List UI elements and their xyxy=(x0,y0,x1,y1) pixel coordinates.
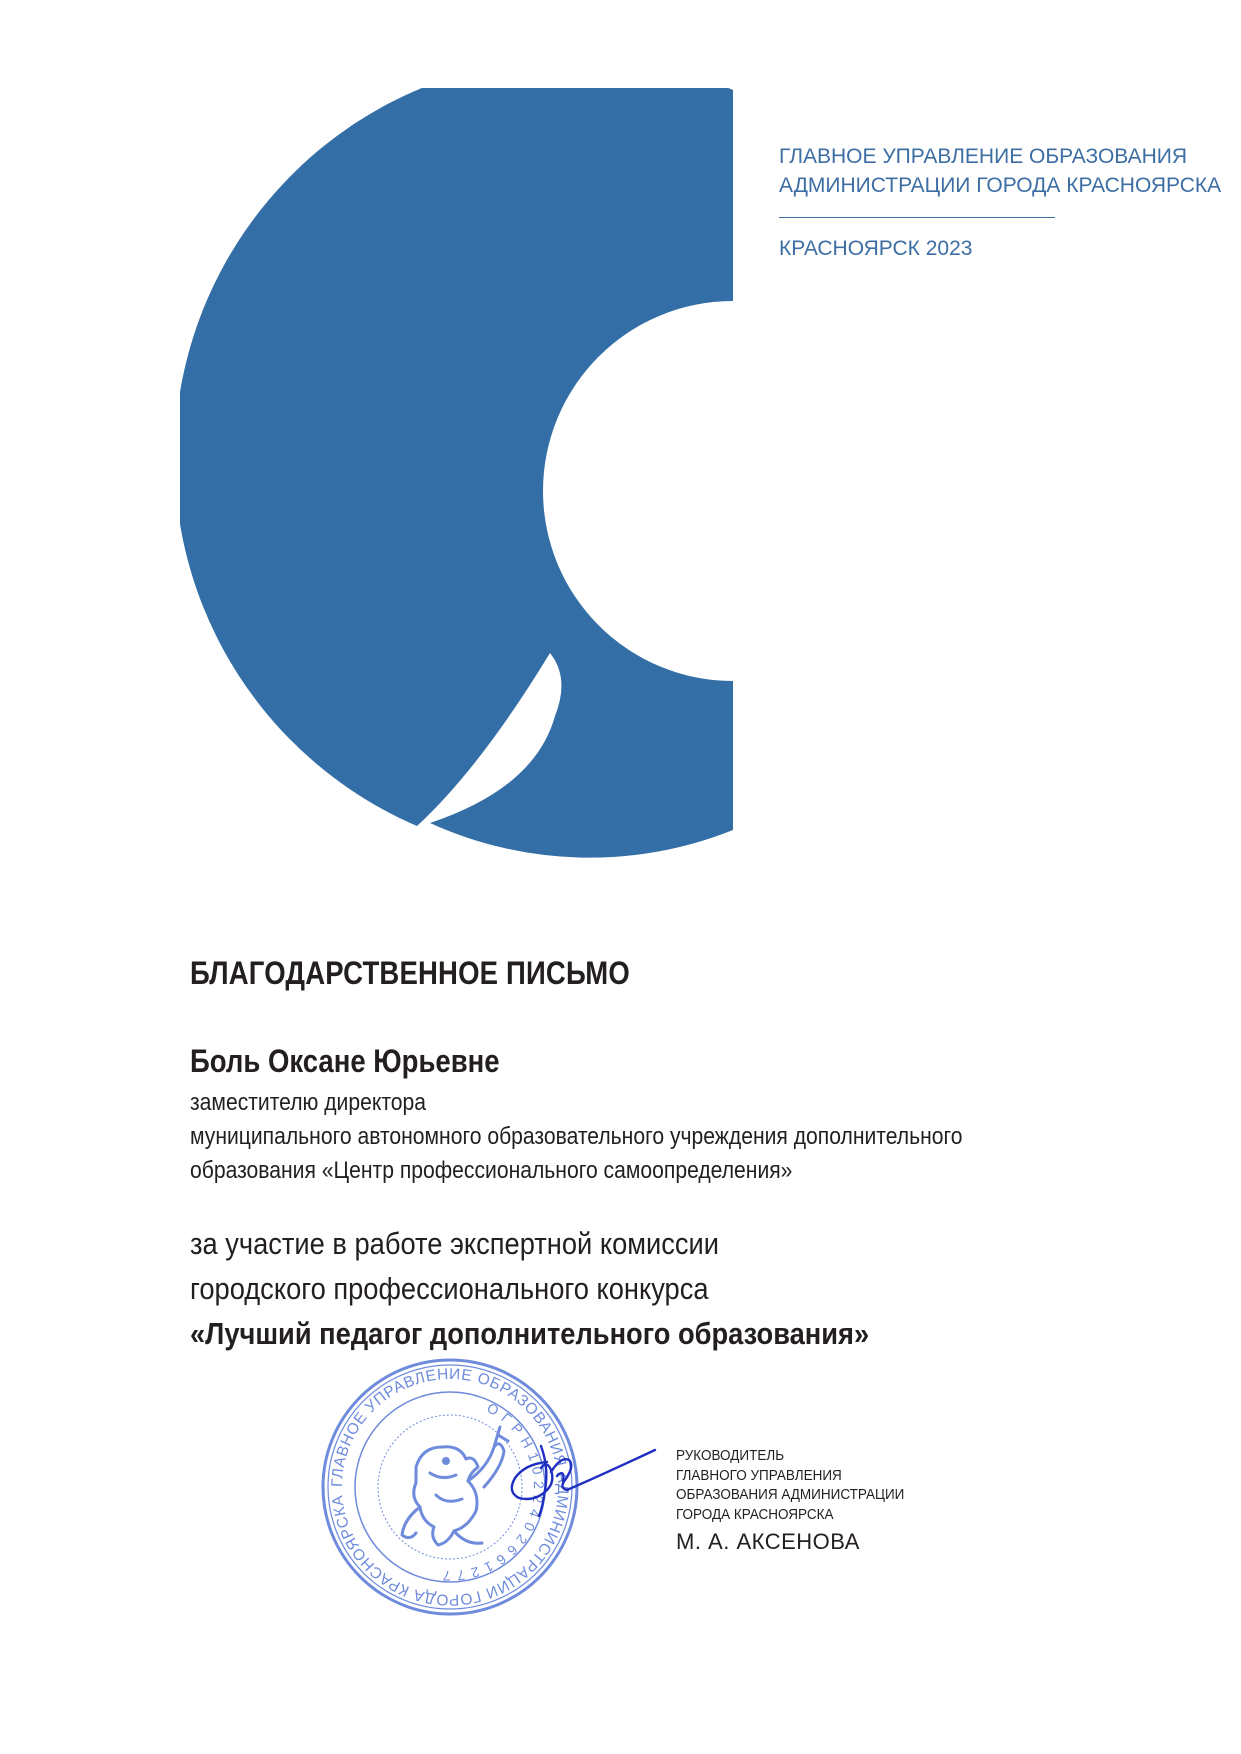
document-title: БЛАГОДАРСТВЕННОЕ ПИСЬМО xyxy=(190,955,630,991)
recipient-position: заместителю директора xyxy=(190,1089,427,1116)
recipient-organization-line-1: муниципального автономного образовательного учреждения дополнительного xyxy=(190,1123,963,1150)
recipient-info xyxy=(190,1086,1190,1188)
gratitude-reason xyxy=(190,1221,1190,1356)
signatory-name: М. А. АКСЕНОВА xyxy=(676,1529,860,1554)
header-divider xyxy=(779,217,1055,218)
org-name-line-1: ГЛАВНОЕ УПРАВЛЕНИЕ ОБРАЗОВАНИЯ xyxy=(779,145,1188,168)
handwritten-signature xyxy=(505,1438,660,1520)
logo-open-circle-icon xyxy=(180,88,740,888)
organization-header xyxy=(779,142,1222,263)
seal-inner-text: О Г Р Н 1 0 2 2 4 0 2 6 6 1 2 7 7 xyxy=(441,1399,548,1585)
org-name-line-2: АДМИНИСТРАЦИИ ГОРОДА КРАСНОЯРСКА xyxy=(779,174,1222,197)
signatory-title-line-4: ГОРОДА КРАСНОЯРСКА xyxy=(676,1505,834,1523)
signatory-title-line-2: ГЛАВНОГО УПРАВЛЕНИЯ xyxy=(676,1466,842,1484)
city-year: КРАСНОЯРСК 2023 xyxy=(779,237,973,260)
signatory-title-line-1: РУКОВОДИТЕЛЬ xyxy=(676,1447,785,1464)
lion-coat-of-arms-icon xyxy=(402,1427,508,1545)
contest-name: «Лучший педагог дополнительного образования» xyxy=(190,1316,870,1351)
reason-line-1: за участие в работе экспертной комиссии xyxy=(190,1226,719,1261)
seal-outer-text: ГЛАВНОЕ УПРАВЛЕНИЕ ОБРАЗОВАНИЯ АДМИНИСТРАЦИИ ГОРОДА КРАСНОЯРСКА xyxy=(328,1365,572,1609)
reason-line-2: городского профессионального конкурса xyxy=(190,1271,709,1306)
recipient-name: Боль Оксане Юрьевне xyxy=(190,1043,500,1079)
signatory-title-line-3: ОБРАЗОВАНИЯ АДМИНИСТРАЦИИ xyxy=(676,1486,905,1503)
signatory-block xyxy=(676,1446,930,1556)
recipient-organization-line-2: образования «Центр профессионального самоопределения» xyxy=(190,1157,793,1184)
emblem-shape xyxy=(180,88,733,858)
